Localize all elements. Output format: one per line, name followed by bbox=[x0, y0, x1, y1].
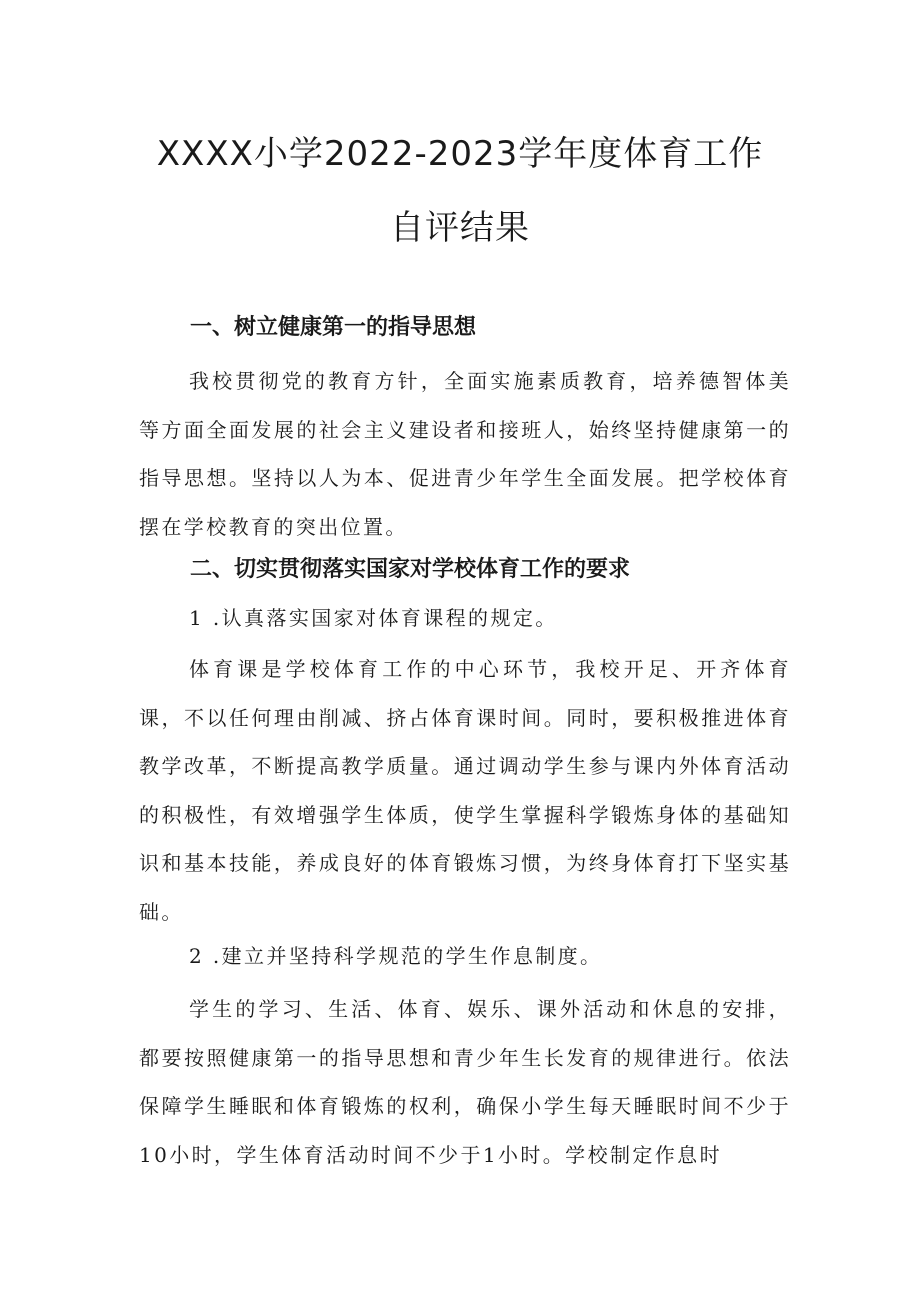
section-1-paragraph: 我校贯彻党的教育方针，全面实施素质教育，培养德智体美等方面全面发展的社会主义建设者和接班人，始终坚持健康第一的指导思想。坚持以人为本、促进青少年学生全面发展。把学校体育摆在学校教育的突出位置。 bbox=[139, 369, 791, 539]
item-2-label: 2 .建立并坚持科学规范的学生作息制度。 bbox=[189, 944, 603, 968]
section-heading-1: 一、树立健康第一的指导思想 bbox=[190, 315, 477, 340]
item-1-paragraph: 体育课是学校体育工作的中心环节，我校开足、开齐体育课，不以任何理由削减、挤占体育课时间。同时，要积极推进体育教学改革，不断提高教学质量。通过调动学生参与课内外体育活动的积极性，有效增强学生体质，使学生掌握科学锻炼身体的基础知识和基本技能，养成良好的体育锻炼习惯，为终身体育打下坚实基础。 bbox=[139, 657, 791, 924]
item-1-label: 1 .认真落实国家对体育课程的规定。 bbox=[189, 606, 558, 630]
document-title-line-1: XXXX小学2022-2023学年度体育工作 bbox=[156, 134, 764, 174]
item-2-paragraph: 学生的学习、生活、体育、娱乐、课外活动和休息的安排，都要按照健康第一的指导思想和青少年生长发育的规律进行。依法保障学生睡眠和体育锻炼的权利，确保小学生每天睡眠时间不少于10小时，学生体育活动时间不少于1小时。学校制定作息时 bbox=[139, 997, 791, 1167]
section-heading-2: 二、切实贯彻落实国家对学校体育工作的要求 bbox=[190, 557, 631, 582]
document-title-line-2: 自评结果 bbox=[390, 208, 530, 248]
